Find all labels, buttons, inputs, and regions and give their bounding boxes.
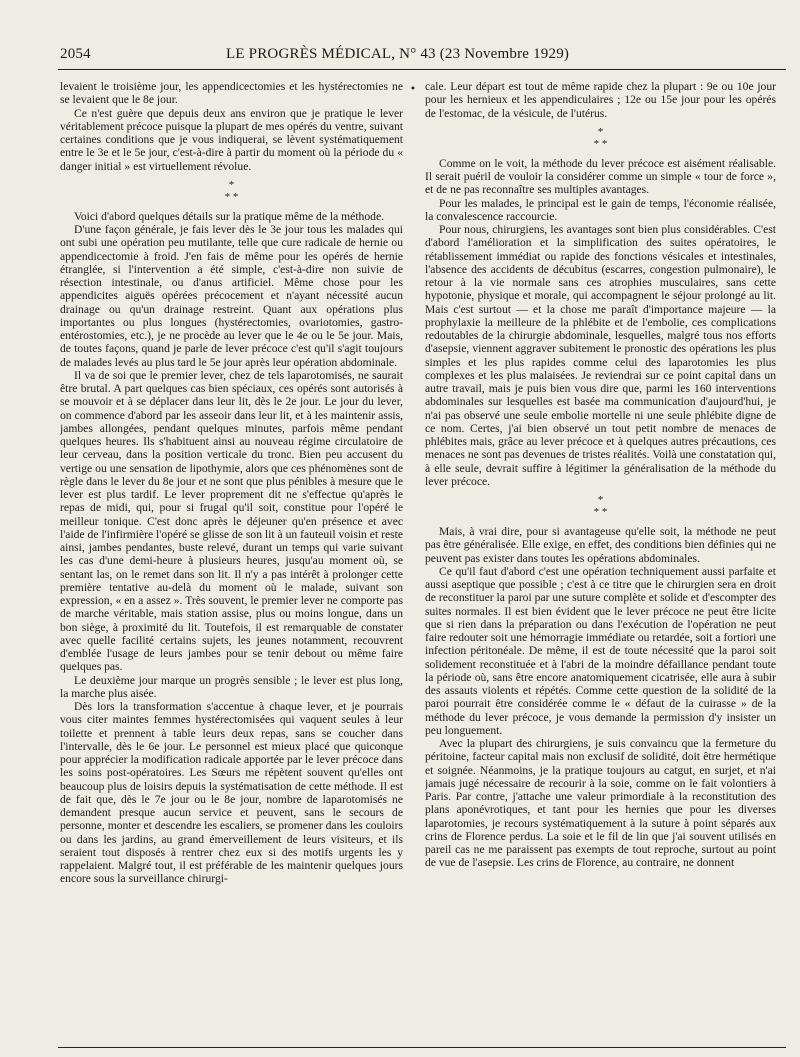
- paragraph: Voici d'abord quelques détails sur la pratique même de la méthode.: [74, 209, 384, 223]
- paragraph: Pour les malades, le principal est le gain de temps, l'économie réalisée, la convalescence raccourcie.: [425, 196, 776, 223]
- paragraph: Il va de soi que le premier lever, chez de tels laparotomisés, ne saurait être brutal. A part quelques cas bien spéciaux, ces opérés sont autorisés à se mouvoir et à se déplacer dans leur lit, dès le 2e jour. Le jour du lever, on commence d'abord par les asseoir dans leur lit, et à les maintenir assis, jambes allongées, pendant quelques minutes, parfois même pendant quelques heures. Ils s'habituent ainsi au nouveau régime circulatoire de leur cerveau, dans la position verticale du tronc. Bien peu accusent du vertige ou une sensation de lipothymie, alors que ces phénomènes sont de règle dans le lever du 8e jour et ne sont que plus pénibles à mesure que le lever est plus tardif. Le lever proprement dit ne s'effectue qu'après le repas de midi, qui, pour si frugal qu'il soit, constitue pour l'opéré le meilleur tonique. C'est donc après le déjeuner qu'en présence et avec l'aide de l'infirmière l'opéré se glisse de son lit à un fauteuil voisin et reste ainsi, jambes pendantes, buste relevé, durant un temps qui varie suivant les cas d'une demi-heure à plusieurs heures, jusqu'au moment où, se sentant las, on le remet dans son lit. Il n'y a pas intérêt à prolonger cette première tentative au-delà du moment où le malade, suivant son expression, « en a assez ». Très souvent, le premier lever ne comporte pas de marche véritable, mais station assise, plus ou moins longue, dans un bon siège, à proximité du lit. Toutefois, il est remarquable de constater avec quelle facilité certains sujets, les jeunes notamment, recouvrent d'emblée l'usage de leurs jambes pour se tenir debout ou même faire quelques pas.: [60, 368, 403, 674]
- paragraph: Avec la plupart des chirurgiens, je suis convaincu que la fermeture du péritoine, facteur capital mais non exclusif de solidité, doit être hermétique et soignée. Néanmoins, je la pratique toujours au catgut, en surjet, et n'ai jamais jugé nécessaire de recourir à la soie, comme on le fait volontiers à Paris. Par contre, j'attache une valeur primordiale à la reconstitution des plans aponévrotiques, et tant pour les hernies que pour les diverses laparotomies, je recours systématiquement à la suture à point séparés aux crins de Florence perdus. La soie et le fil de lin que j'ai souvent utilisés en pareil cas ne me paraissent pas exempts de tout reproche, surtout au point de vue de l'asepsie. Les crins de Florence, au contraire, ne donnent: [425, 737, 776, 870]
- gutter-mark: •: [410, 84, 416, 95]
- journal-title: LE PROGRÈS MÉDICAL, N° 43 (23 Novembre 1929): [226, 46, 570, 62]
- paragraph: Ce n'est guère que depuis deux ans environ que je pratique le lever véritablement précoce puisque la plupart de mes opérés du ventre, suivant certaines conditions que je vous indiquerai, se lèvent systématiquement entre le 3e et le 5e jour, c'est-à-dire à partir du moment où la période du « danger initial » est virtuellement révolue.: [60, 106, 403, 173]
- left-column: [60, 80, 403, 1040]
- paragraph: cale. Leur départ est tout de même rapide chez la plupart : 9e ou 10e jour pour les hernieux et les appendiculaires ; 12e ou 15e jour pour les opérés de l'estomac, de la vésicule, de l'utérus.: [425, 80, 776, 120]
- paragraph: D'une façon générale, je fais lever dès le 3e jour tous les malades qui ont subi une opération peu mutilante, telle que cure radicale de hernie ou appendicectomie à froid. J'en fais de même pour les opérés de hernie étranglée, si l'intervention a été simple, c'est-à-dire non suivie de résection intestinale, ou d'anus artificiel. Même chose pour les appendicites aiguës opérées précocement et n'ayant nécessité aucun drainage ou qu'un drainage restreint. Quant aux opérations plus importantes ou plus longues (hystérectomies, ovariotomies, gastro-entérostomies, etc.), je ne procède au lever que le 4e ou le 5e jour. Mais, de toutes façons, quand je parle de lever précoce c'est qu'il s'agit toujours de malades levés au plus tard le 5e jour après leur opération abdominale.: [60, 223, 403, 369]
- paragraph: Le deuxième jour marque un progrès sensible ; le lever est plus long, la marche plus aisée.: [60, 673, 403, 700]
- paragraph: Pour nous, chirurgiens, les avantages sont bien plus considérables. C'est d'abord l'amélioration et la simplification des suites opératoires, le rétablissement immédiat ou rapide des fonctions vésicales et intestinales, l'absence des accidents de décubitus (escarres, congestion pulmonaire), le retour à la vie normale sans ces atrophies musculaires, sans cette hypotonie, physique et morale, qui accompagnent le séjour prolongé au lit. Mais c'est surtout — et la chose me paraît d'importance majeure — la prophylaxie la meilleure de la phlébite et de l'embolie, ces complications redoutables de la chirurgie abdominale, lesquelles, malgré tous nos efforts d'asepsie, viennent aggraver subitement le pronostic des opérations les plus simples et les plus rapides comme celui des laparotomies les plus complexes et les plus malaisées. Je reviendrai sur ce point capital dans un autre travail, mais je puis bien vous dire que, parmi les 160 interventions abdominales sur lesquelles est basée ma communication d'aujourd'hui, je n'ai pas observé une seule embolie mortelle ni une seule phlébite digne de ce nom. Certes, j'ai bien observé un tout petit nombre de menaces de phlébites mais, grâce au lever précoce et à quelques autres précautions, ces menaces ne sont pas devenues de tristes réalités. Voilà une constatation qui, à elle seule, devrait suffire à légitimer la généralisation de la méthode du lever précoce.: [425, 223, 776, 488]
- page-number: 2054: [60, 46, 91, 62]
- section-separator: * * *: [224, 178, 239, 203]
- right-column: [425, 80, 776, 1040]
- paragraph: levaient le troisième jour, les appendicectomies et les hystérectomies ne se levaient que le 8e jour.: [60, 80, 403, 107]
- section-separator: * * *: [593, 125, 608, 150]
- paragraph: Ce qu'il faut d'abord c'est une opération techniquement aussi parfaite et aussi aseptique que possible ; c'est à ce titre que le chirurgien sera en droit de reconstituer la paroi par une suture complète et solide et d'escompter des suites normales. Il est bien évident que le lever précoce ne peut être licite que si rien dans la préparation ou dans l'exécution de l'opération ne peut faire redouter soit une hémorragie immédiate ou retardée, soit a fortiori une infection péritonéale. De même, il est de toute nécessité que la paroi soit solidement reconstituée et à l'abri de la moindre défaillance pendant toute la période où, sans être encore anatomiquement cicatrisée, elle aura à subir des assauts violents et répétés. Comme cette question de la solidité de la paroi pourrait être considérée comme le « défaut de la cuirasse » de la méthode du lever précoce, je vous demande la permission d'y insister un peu longuement.: [425, 564, 776, 737]
- footer-rule: [58, 1047, 786, 1048]
- section-separator: * * *: [593, 494, 608, 518]
- paragraph: Mais, à vrai dire, pour si avantageuse qu'elle soit, la méthode ne peut pas être généralisée. Elle exige, en effet, des conditions bien définies qui ne peuvent pas exister dans toutes les opérations abdominales.: [425, 525, 776, 565]
- running-header: [60, 46, 760, 64]
- paragraph: Dès lors la transformation s'accentue à chaque lever, et je pourrais vous citer maintes femmes hystérectomisées qui vaquent seules à leur toilette et prennent à table leurs deux repas, sans se coucher dans l'intervalle, dès le 6e jour. Le personnel est mieux placé que quiconque pour apprécier la modification radicale apportée par le lever précoce dans les soins post-opératoires. Les Sœurs me répètent souvent qu'elles ont beaucoup plus de loisirs depuis la systématisation de cette méthode. Il est de fait que, dès le 7e jour ou le 8e jour, nombre de laparotomisés ne demandent presque aucun service et peuvent, sans le secours de personne, monter et descendre les escaliers, se promener dans les couloirs ou dans les jardins, au grand émerveillement de leurs visiteurs, et ils seraient tout disposés à rentrer chez eux si des motifs urgents les y rappelaient. Malgré tout, il est préférable de les maintenir quelques jours encore sous la surveillance chirurgi-: [60, 700, 403, 886]
- header-rule: [58, 69, 786, 70]
- paragraph: Comme on le voit, la méthode du lever précoce est aisément réalisable. Il serait puéril de vouloir la considérer comme un simple « tour de force », et de ne pas reconnaître ses multiples avantages.: [425, 156, 776, 197]
